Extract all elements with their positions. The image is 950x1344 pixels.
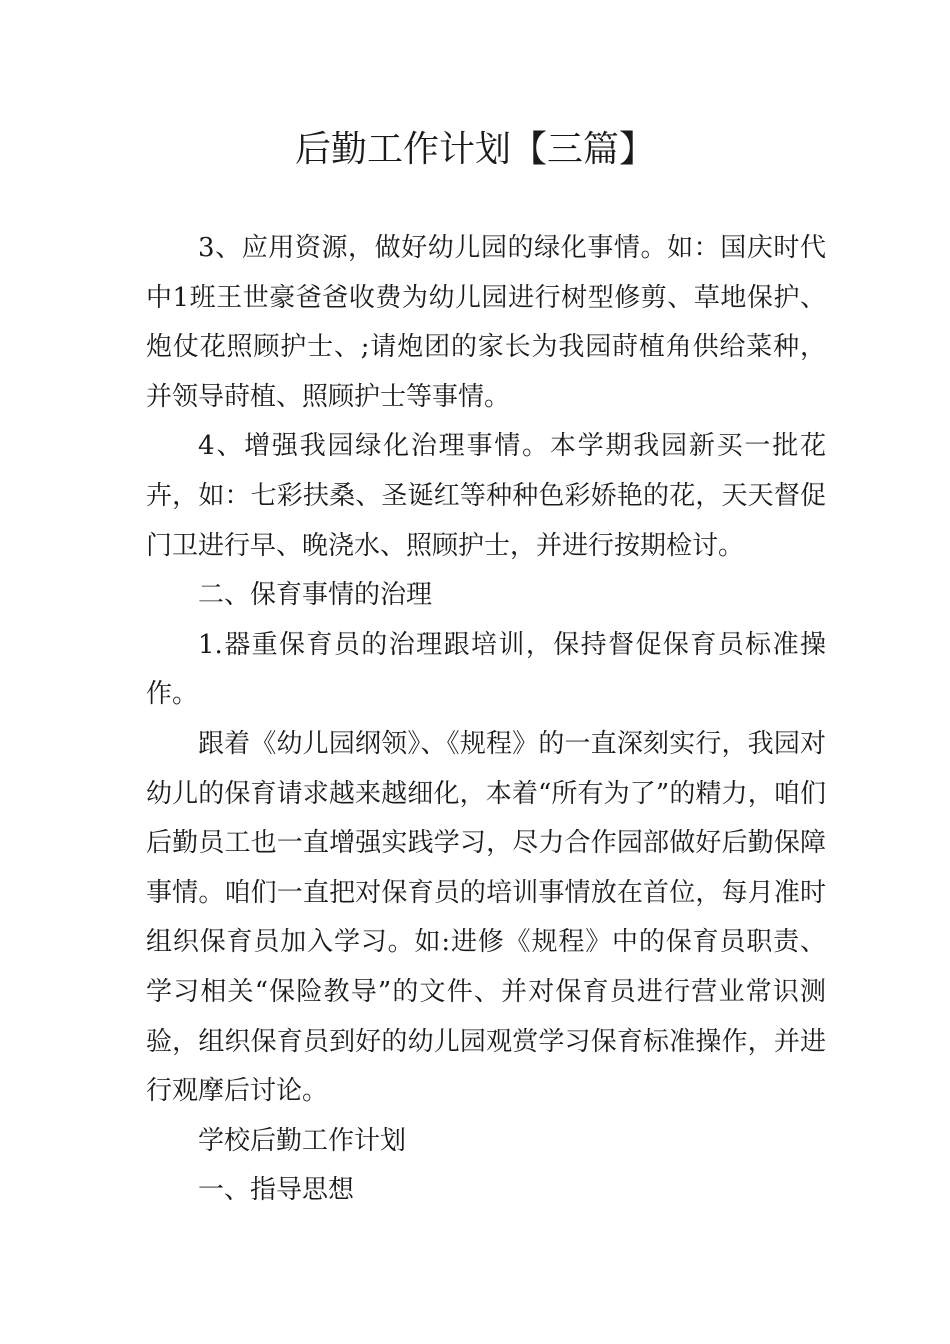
heading-school-logistics-plan: 学校后勤工作计划 [198,1125,407,1156]
paragraph-greening-resources: 3、应用资源，做好幼儿园的绿化事情。如：国庆时代中1班王世豪爸爸收费为幼儿园进行树型修剪、草地保护、炮仗花照顾护士、;请炮团的家长为我园莳植角供给菜种，并领导莳植、照顾护士等事情。 [146,233,826,412]
document-body [146,224,826,1216]
section-heading-childcare: 二、保育事情的治理 [198,580,433,611]
document-title: 后勤工作计划【三篇】 [294,129,655,170]
paragraph-regulations-study: 跟着《幼儿园纲领》、《规程》的一直深刻实行，我园对幼儿的保育请求越来越细化，本着“所有为了”的精力，咱们后勤员工也一直增强实践学习，尽力合作园部做好后勤保障事情。咱们一直把对保育员的培训事情放在首位，每月准时组织保育员加入学习。如:进修《规程》中的保育员职责、学习相关“保险教导”的文件、并对保育员进行营业常识测验，组织保育员到好的幼儿园观赏学习保育标准操作，并进行观摩后讨论。 [146,728,826,1107]
paragraph-greening-management: 4、增强我园绿化治理事情。本学期我园新买一批花卉，如：七彩扶桑、圣诞红等种种色彩娇艳的花，天天督促门卫进行早、晚浇水、照顾护士，并进行按期检讨。 [146,431,826,561]
heading-guiding-ideology: 一、指导思想 [198,1175,355,1206]
paragraph-caregiver-training: 1.器重保育员的治理跟培训，保持督促保育员标准操作。 [146,629,826,710]
